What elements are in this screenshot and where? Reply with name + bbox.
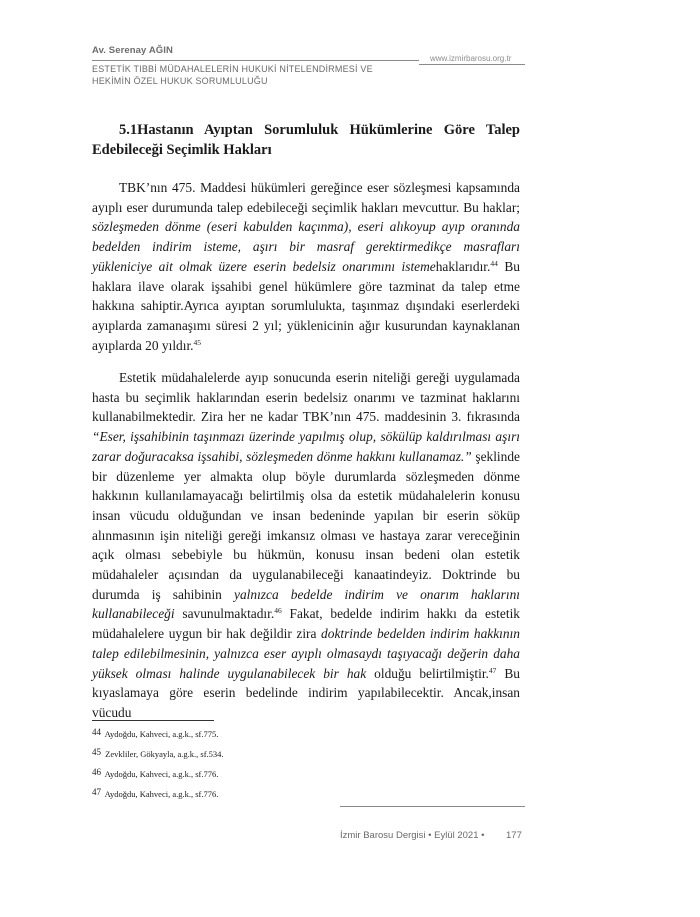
header-website: www.izmirbarosu.org.tr <box>430 54 512 63</box>
footnote <box>92 747 224 760</box>
italic-text: sözleşmeden dönme (eseri kabulden kaçınma), eseri alıkoyup ayıp oranında bedelden indirim isteme, aşırı bir masraf gerektirmedikçe masrafları yükleniciye ait olmak üzere eserin bedelsiz onarımını isteme <box>92 219 520 274</box>
footnote-text: Aydoğdu, Kahveci, a.g.k., sf.775. <box>104 729 219 739</box>
header-divider-right <box>419 64 525 65</box>
paragraph-text: şeklinde bir düzenleme yer almakta olup böyle durumlarda sözleşmeden dönme hakkının kullanılamayacağı belirtilmiş olsa da estetik müdahalelerin konusu insan vücudu olduğundan ve insan bedeninde yapılan bir eserin söküp alınmasının işin niteliği gereği imkansız olması ve hastaya zarar vereceğinin açık olması sebebiyle bu hükmün, konusu insan bedeni olan estetik müdahaleler açısından da uygulanabileceği kanaatindeyiz. Doktrinde bu durumda iş sahibinin <box>92 448 520 602</box>
footnote-ref: 44 <box>490 258 498 268</box>
paragraph-text: Estetik müdahalelerde ayıp sonucunda eserin niteliği gereği uygulamada hasta bu seçimlik haklarından eserin bedelsiz onarımı ve tazminat haklarını kullanabilmektedir. Zira her ne kadar TBK’nın 475. maddesinin 3. fıkrasında <box>92 370 520 425</box>
running-title-line: HEKİMİN ÖZEL HUKUK SORUMLULUĞU <box>92 76 268 86</box>
italic-text: doktrinde bedelden indirim hakkının talep edilebilmesinin, yalnızca eser ayıplı olmasaydı taşıyacağı değerin daha yüksek olması halinde uygulanabilecek bir hak <box>92 626 520 681</box>
paragraph-text: Bu kıyaslamaya göre eserin bedelinde indirim yapılabilecektir. Ancak,insan vücudu <box>92 665 520 720</box>
footnote-number: 46 <box>92 767 101 777</box>
footer-journal: İzmir Barosu Dergisi • Eylül 2021 • <box>340 830 485 841</box>
running-title-line: ESTETİK TIBBİ MÜDAHALELERİN HUKUKİ NİTELENDİRMESİ VE <box>92 64 373 74</box>
footnote-ref: 46 <box>274 606 282 616</box>
paragraph-text: Fakat, bedelde indirim hakkı da estetik müdahalelere uygun bir hak değildir zira <box>92 606 520 642</box>
paragraph-text: haklarıdır. <box>435 258 491 274</box>
footnote-divider <box>92 720 214 721</box>
footnote-text: Zevkliler, Gökyayla, a.g.k., sf.534. <box>105 749 224 759</box>
footer-divider <box>340 806 525 807</box>
paragraph-text: olduğu belirtilmiştir. <box>366 665 489 681</box>
paragraph-text: savunulmaktadır. <box>174 606 275 622</box>
header-author: Av. Serenay AĞIN <box>92 45 173 56</box>
section-heading: 5.1Hastanın Ayıptan Sorumluluk Hükümlerine Göre Talep Edebileceği Seçimlik Hakları <box>92 122 520 158</box>
footnote-ref: 45 <box>193 337 202 347</box>
italic-quote: “Eser, işsahibinin taşınmazı üzerinde yapılmış olup, sökülüp kaldırılması aşırı zarar doğuracaksa işsahibi, sözleşmeden dönme hakkını kullanamaz.” <box>92 429 520 464</box>
footnote-ref: 47 <box>488 665 497 675</box>
body-paragraph <box>92 178 520 355</box>
footnote <box>92 727 218 740</box>
footnote <box>92 767 218 780</box>
page-number: 177 <box>506 830 522 841</box>
footnote <box>92 787 218 800</box>
footnote-text: Aydoğdu, Kahveci, a.g.k., sf.776. <box>104 769 219 779</box>
footnote-number: 44 <box>92 727 101 737</box>
footnote-number: 47 <box>92 787 101 797</box>
footnote-number: 45 <box>92 747 101 757</box>
running-title <box>92 63 392 87</box>
paragraph-text: Bu haklara ilave olarak işsahibi genel hükümlere göre tazminat da talep etme hakkına sahiptir.Ayrıca ayıptan sorumlulukta, taşınmaz dışındaki eserlerdeki ayıplarda zamanaşımı süresi 2 yıl; yüklenicinin ağır kusurundan kaynaklanan ayıplarda 20 yıldır. <box>92 258 520 353</box>
body-paragraph <box>92 368 520 723</box>
header-divider <box>92 60 419 61</box>
footnote-text: Aydoğdu, Kahveci, a.g.k., sf.776. <box>104 789 219 799</box>
paragraph-text: TBK’nın 475. Maddesi hükümleri gereğince eser sözleşmesi kapsamında ayıplı eser durumunda talep edebileceği seçimlik hakları mevcuttur. Bu haklar; <box>92 180 520 215</box>
italic-text: yalnızca bedelde indirim ve onarım haklarını kullanabileceği <box>92 586 521 622</box>
